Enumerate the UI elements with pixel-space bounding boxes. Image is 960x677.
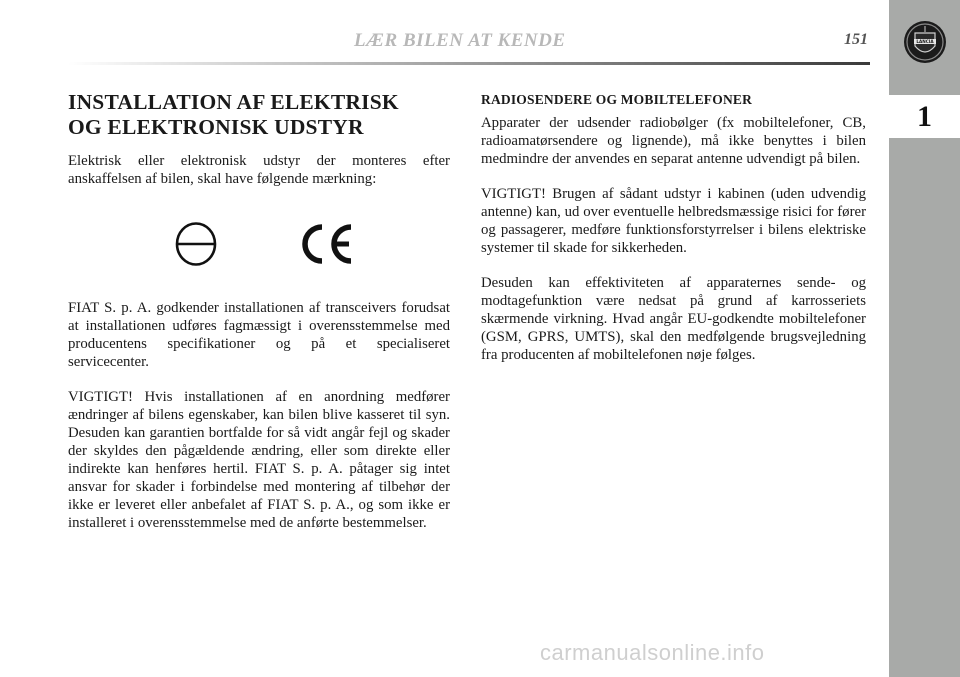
ce-mark-icon xyxy=(296,221,356,267)
e-mark-icon xyxy=(174,221,218,267)
radio-paragraph-2: VIGTIGT! Brugen af sådant udstyr i kabinen (uden udvendig antenne) kan, ud over eventuelle helbredsmæssige risici for fører og passagerer, medføre funktionsforstyrrelser i bilens elektriske systemer til skade for sikkerheden. xyxy=(481,186,866,256)
svg-text:LANCIA: LANCIA xyxy=(916,39,934,44)
warning-paragraph: VIGTIGT! Hvis installationen af en anordning medfører ændringer af bilens egenskaber, kan bilen blive kasseret til syn. Desuden kan garantien bortfalde for så vidt angår fejl og skader der skyldes den pågældende ændring, eller som direkte eller indirekte kan henføres hertil. FIAT S. p. A. påtager sig intet ansvar for skader i forbindelse med montering af tilbehør der ikke er leveret eller anbefalet af FIAT S. p. A., og som ikke er installeret i overensstemmelse med de anførte bestemmelser. xyxy=(68,389,450,531)
watermark: carmanualsonline.info xyxy=(540,640,765,665)
header-rule xyxy=(68,62,870,65)
approval-marks xyxy=(68,205,450,289)
intro-paragraph: Elektrisk eller elektronisk udstyr der monteres efter anskaffelsen af bilen, skal have følgende mærkning: xyxy=(68,153,450,187)
section-title-line-1: INSTALLATION AF ELEKTRISK xyxy=(68,90,399,114)
right-column xyxy=(481,92,866,381)
running-title: LÆR BILEN AT KENDE xyxy=(354,30,566,51)
lancia-logo-icon xyxy=(903,20,947,64)
section-title xyxy=(68,90,450,140)
approval-paragraph: FIAT S. p. A. godkender installationen af transceivers forudsat at installationen udføres fagmæssigt i overensstemmelse med producentens specifikationer og på et specialiseret servicecenter. xyxy=(68,300,450,370)
page-header xyxy=(68,28,868,68)
radio-paragraph-1: Apparater der udsender radiobølger (fx mobiltelefoner, CB, radioamatørsendere og lignende), må ikke benyttes i bilen medmindre der anvendes en separat antenne udvendigt på bilen. xyxy=(481,115,866,167)
section-title-line-2: OG ELEKTRONISK UDSTYR xyxy=(68,115,364,139)
radio-heading: RADIOSENDERE OG MOBILTELEFONER xyxy=(481,92,753,107)
page-number: 151 xyxy=(844,31,868,48)
left-column xyxy=(68,90,450,549)
chapter-number-tab: 1 xyxy=(889,95,960,138)
radio-paragraph-3: Desuden kan effektiviteten af apparaternes sende- og modtagefunktion være nedsat på grund af karrosseriets skærmende virkning. Hvad angår EU-godkendte mobiltelefoner (GSM, GPRS, UMTS), skal den medfølgende brugsvejledning fra producenten af mobiltelefonen nøje følges. xyxy=(481,275,866,363)
chapter-sidebar xyxy=(889,0,960,677)
